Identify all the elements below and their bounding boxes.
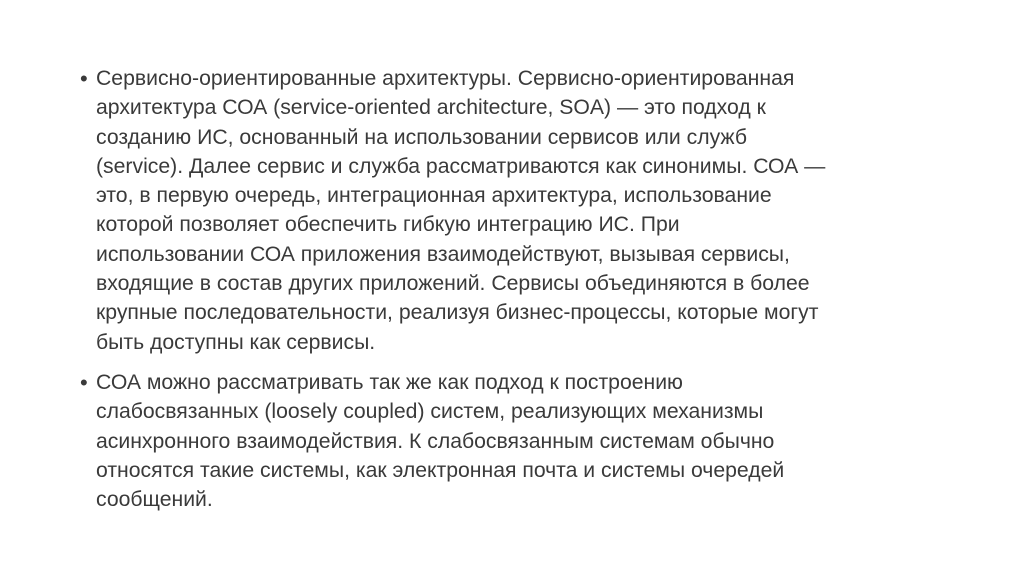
text-line: Сервисно-ориентированные архитектуры. Сервисно-ориентированная: [96, 67, 795, 90]
text-line: асинхронного взаимодействия. К слабосвязанным системам обычно: [96, 429, 775, 453]
text-line: быть доступны как сервисы.: [96, 330, 376, 354]
text-line: крупные последовательности, реализуя бизнес-процессы, которые могут: [96, 301, 819, 325]
bullet-icon: •: [80, 370, 88, 395]
bullet-paragraph-loosely-coupled: [80, 368, 784, 514]
text-line: относятся такие системы, как электронная почта и системы очередей: [96, 458, 785, 482]
text-line: использовании СОА приложения взаимодействуют, вызывая сервисы,: [96, 242, 790, 266]
text-line: это, в первую очередь, интеграционная архитектура, использование: [96, 184, 772, 208]
bullet-paragraph-soa-definition: [80, 64, 825, 357]
text-line: которой позволяет обеспечить гибкую интеграцию ИС. При: [96, 213, 680, 237]
bullet-icon: •: [80, 66, 88, 91]
text-line: (service). Далее сервис и служба рассматриваются как синонимы. СОА —: [96, 154, 826, 178]
text-line: входящие в состав других приложений. Сервисы объединяются в более: [96, 272, 810, 296]
text-line: сообщений.: [96, 488, 213, 512]
text-line: слабосвязанных (loosely coupled) систем, реализующих механизмы: [96, 400, 764, 424]
text-line: созданию ИС, основанный на использовании сервисов или служб: [96, 125, 747, 149]
text-line: СОА можно рассматривать так же как подход к построению: [96, 371, 683, 394]
text-line: архитектура СОА (service-oriented architecture, SOA) — это подход к: [96, 96, 766, 120]
